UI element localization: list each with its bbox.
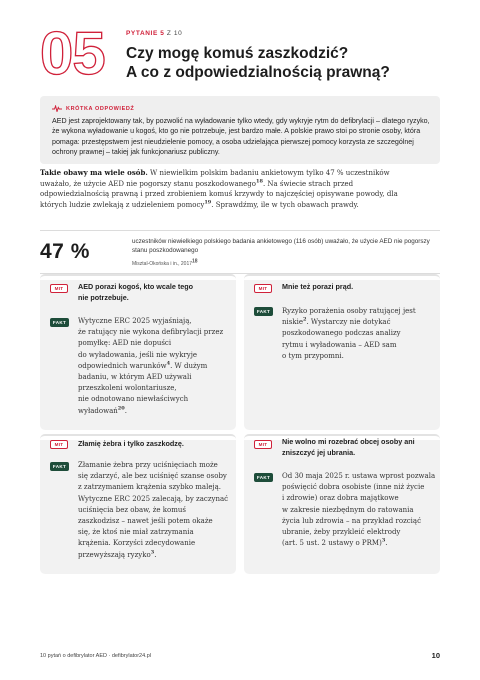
question-number <box>40 24 112 80</box>
myth-card-4 <box>244 434 440 574</box>
fact-line: poświęcić dobra osobiste (inne niż życie <box>282 483 425 492</box>
myth-tag: MIT <box>254 284 272 293</box>
fact-line: uciśnięcia bez obaw, że komuś <box>78 505 186 514</box>
heartbeat-icon <box>52 105 62 112</box>
footnote-ref: 3 <box>381 537 386 544</box>
fact-tag: FAKT <box>50 318 69 327</box>
fact-line: z zatrzymaniem krążenia szybko maleją. <box>78 483 222 492</box>
fact-line: Wytyczne ERC 2025 zalecają, by zaczynać <box>78 494 229 503</box>
stat-source: Misztal-Okońska i in., 2017$^{18}$ <box>132 258 198 267</box>
svg-text:05: 05 <box>40 24 105 80</box>
fact-text <box>282 471 435 549</box>
footnote-ref: 20 <box>117 405 125 412</box>
footer-text: 10 pytań o defibrylator AED · defibrylator24.pl <box>40 653 151 659</box>
fact-line: przewyższają ryzyko$^3$. <box>78 549 157 559</box>
short-answer-heading: KRÓTKA ODPOWIEDŹ <box>52 104 430 113</box>
fact-line: krążenia. Korzyści zdecydowanie <box>78 539 196 548</box>
fact-line: wyładowań$^{20}$. <box>78 405 127 415</box>
myth-text <box>282 437 415 458</box>
myth-line: zniszczyć jej ubrania. <box>282 447 356 457</box>
fact-text <box>78 460 228 561</box>
myth-card-1 <box>40 274 236 430</box>
myth-text <box>78 282 193 303</box>
fact-line: rytmu i wyładowania – AED sam <box>282 340 397 349</box>
fact-line: niskie$^2$. Wystarczy nie dotykać <box>282 316 391 327</box>
myth-text <box>78 439 184 450</box>
fact-line: zaszkodzisz – nawet jeśli potem okaże <box>78 517 213 526</box>
myth-card-3 <box>40 434 236 574</box>
myth-tag: MIT <box>50 440 68 449</box>
myth-card-2 <box>244 274 440 430</box>
fact-line: Od 30 maja 2025 r. ustawa wprost pozwala <box>282 472 436 480</box>
fact-tag: FAKT <box>254 307 273 316</box>
fact-text <box>78 316 223 417</box>
myth-text <box>282 282 353 293</box>
fact-line: nie odnotowano niewłaściwych <box>78 395 189 404</box>
footnote-ref: 2 <box>302 316 307 323</box>
stat-description: uczestników niewielkiego polskiego badania ankietowego (116 osób) uważało, że użycie AED nie pogorszy stanu poszkodowanego <box>132 238 430 255</box>
fact-line: badaniu, w którym AED używali <box>78 373 192 382</box>
fact-line: przeszkoleni wolontariusze, <box>78 384 177 393</box>
fact-line: (art. 5 ust. 2 ustawy o PRM)$^3$. <box>282 537 388 548</box>
fact-line: Ryzyko porażenia osoby ratującej jest <box>282 307 416 315</box>
fact-line: pomyłkę: AED nie dopuści <box>78 339 172 348</box>
stat-value: 47 % <box>40 240 90 263</box>
fact-line: że ratujący nie wykona defibrylacji przez <box>78 328 224 337</box>
myth-line: Złamię żebra i tylko zaszkodzę. <box>78 439 184 448</box>
fact-line: poszkodowanego podczas analizy <box>282 329 401 338</box>
fact-tag: FAKT <box>254 473 273 482</box>
divider <box>40 230 440 231</box>
fact-line: w zakresie niezbędnym do ratowania <box>282 505 414 514</box>
fact-line: Wytyczne ERC 2025 wyjaśniają, <box>78 317 192 325</box>
short-answer-text: AED jest zaprojektowany tak, by pozwolić na wyładowanie tylko wtedy, gdy wykryje rytm do defibrylacji – dlatego ryzyko, że wykona wyładowanie u kogoś, kto go nie potrzebuje, jest bardzo małe. A polskie prawo stoi po stronie osoby, która pomaga: przestępstwem jest nieudzielenie pomocy, a osoba udzielająca pierwszej pomocy korzysta ze szczególnej ochrony prawnej – takiej jak funkcjonariusz publiczny. <box>52 117 430 157</box>
question-counter: PYTANIE 5 Z 10 <box>126 30 183 37</box>
fact-text <box>282 306 416 362</box>
fact-line: Złamanie żebra przy uciśnięciach może <box>78 461 218 469</box>
myth-tag: MIT <box>254 440 272 449</box>
fact-line: życia lub zdrowia – na przykład rozciąć <box>282 516 422 525</box>
myth-line: AED porazi kogoś, kto wcale tego <box>78 282 194 291</box>
short-answer-box <box>40 96 440 164</box>
footnote-ref: 3 <box>150 549 155 556</box>
intro-paragraph: Takie obawy ma wiele osób. W niewielkim polskim badaniu ankietowym tylko 47 % uczestników uważało, że użycie AED nie pogorszy stanu poszkodowanego$^{18}$. Na świecie strach przed odpowiedzialnością prawną i przed zrobieniem komuś krzywdy to najczęściej opisywane powody, dla których ludzie zwlekają z udzieleniem pomocy$^{19}$. Sprawdźmy, ile w tych obawach prawdy. <box>40 168 398 210</box>
footnote-ref: 4 <box>166 360 171 367</box>
fact-line: ubranie, żeby przykleić elektrody <box>282 528 401 537</box>
fact-line: i zdrowie) oraz dobra majątkowe <box>282 494 399 503</box>
myth-line: Nie wolno mi rozebrać obcej osoby ani <box>282 437 415 446</box>
fact-line: o tym przypomni. <box>282 351 344 360</box>
fact-line: do wyładowania, jeśli nie wykryje <box>78 350 198 359</box>
myth-line: Mnie też porazi prąd. <box>282 282 354 291</box>
page-number: 10 <box>431 651 440 660</box>
fact-line: się, że ktoś nie miał zatrzymania <box>78 528 194 537</box>
page-title: Czy mogę komuś zaszkodzić? A co z odpowiedzialnością prawną? <box>126 45 390 81</box>
fact-line: odpowiednich warunków$^4$. W dużym <box>78 360 208 370</box>
myth-tag: MIT <box>50 284 68 293</box>
fact-line: się zdarzyć, ale bez uciśnięć szanse osoby <box>78 472 227 481</box>
fact-tag: FAKT <box>50 462 69 471</box>
myth-line: nie potrzebuje. <box>78 292 129 302</box>
